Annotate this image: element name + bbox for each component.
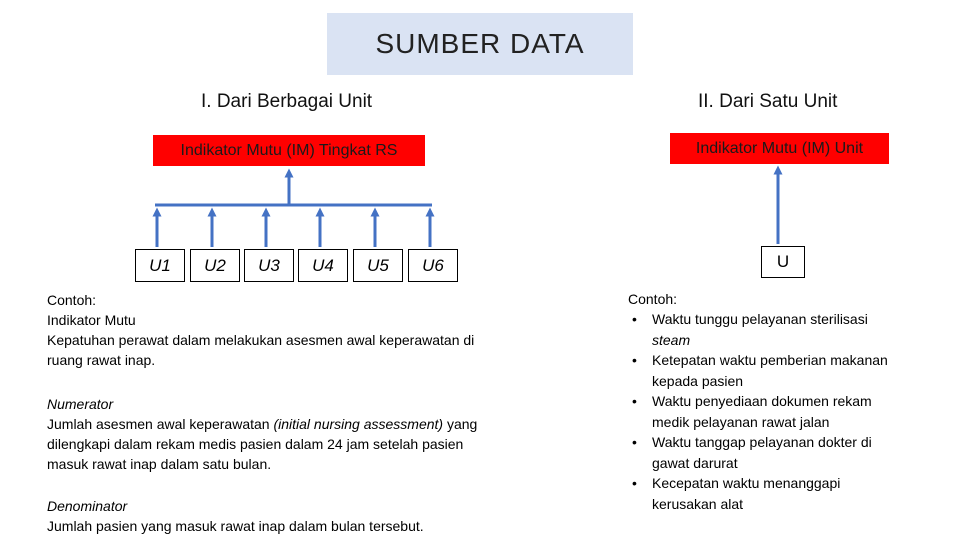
list-item-text: Waktu penyediaan dokumen rekam: [652, 393, 872, 409]
unit-box-u1: U1: [135, 249, 185, 282]
denominator-label: Denominator: [47, 498, 128, 514]
slide-title: SUMBER DATA: [327, 13, 633, 75]
left-section-heading: I. Dari Berbagai Unit: [201, 91, 373, 112]
list-item-text: Ketepatan waktu pemberian makanan: [652, 352, 888, 368]
unit-box-u2: U2: [190, 249, 240, 282]
list-item-text: Kecepatan waktu menanggapi: [652, 475, 841, 491]
bullet: •: [632, 434, 637, 450]
unit-box-u: U: [761, 246, 805, 278]
denominator-block: [47, 496, 424, 536]
list-item-text: Waktu tunggu pelayanan sterilisasi: [652, 311, 868, 327]
list-item-text: medik pelayanan rawat jalan: [652, 413, 830, 430]
denominator-text: Jumlah pasien yang masuk rawat inap dalam bulan tersebut.: [47, 518, 424, 534]
list-item: [628, 432, 948, 473]
indicator-unit-box: Indikator Mutu (IM) Unit: [670, 133, 889, 164]
list-item-text: Waktu tanggap pelayanan dokter di: [652, 434, 872, 450]
right-section-heading: II. Dari Satu Unit: [698, 91, 838, 112]
left-example-line: ruang rawat inap.: [47, 352, 156, 368]
unit-box-u4: U4: [298, 249, 348, 282]
numerator-label: Numerator: [47, 396, 114, 412]
list-item-text: steam: [652, 331, 691, 348]
right-example-label: Contoh:: [628, 291, 678, 307]
indicator-rs-box: Indikator Mutu (IM) Tingkat RS: [153, 135, 425, 166]
unit-box-u3: U3: [244, 249, 294, 282]
left-example-line: Kepatuhan perawat dalam melakukan asesmen awal keperawatan di: [47, 332, 475, 348]
left-example-block: [47, 290, 474, 370]
bullet: •: [632, 393, 637, 409]
numerator-term-italic: (initial nursing assessment): [273, 416, 444, 432]
bullet: •: [632, 352, 637, 368]
unit-box-u5: U5: [353, 249, 403, 282]
left-example-line: Indikator Mutu: [47, 312, 136, 328]
numerator-line-1: [47, 414, 477, 434]
list-item: [628, 350, 948, 391]
numerator-text: Jumlah asesmen awal keperawatan: [47, 416, 274, 432]
bullet: •: [632, 475, 637, 491]
example-list: [628, 309, 948, 514]
list-item: [628, 391, 948, 432]
list-item-text: kepada pasien: [652, 372, 744, 389]
numerator-line: dilengkapi dalam rekam medis pasien dalam 24 jam setelah pasien: [47, 436, 464, 452]
right-example-block: [628, 289, 948, 514]
numerator-text: yang: [443, 416, 478, 432]
list-item: [628, 309, 948, 350]
unit-box-u6: U6: [408, 249, 458, 282]
list-item-text: kerusakan alat: [652, 495, 744, 512]
list-item-text: gawat darurat: [652, 454, 738, 471]
left-example-label: Contoh:: [47, 292, 97, 308]
numerator-block: [47, 394, 477, 474]
numerator-line: masuk rawat inap dalam satu bulan.: [47, 456, 272, 472]
bullet: •: [632, 311, 637, 327]
list-item: [628, 473, 948, 514]
